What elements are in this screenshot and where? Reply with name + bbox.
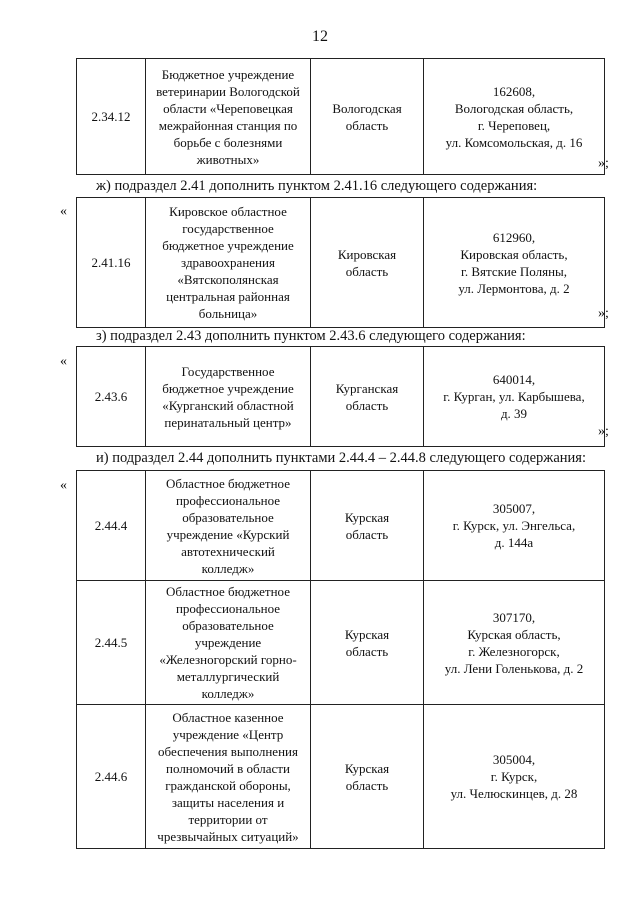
region: Курская область bbox=[344, 626, 390, 659]
item-number-cell bbox=[77, 59, 146, 175]
organization-name-cell bbox=[146, 347, 311, 447]
item-number: 2.44.5 bbox=[94, 635, 128, 650]
organization-name: Кировское областное государственное бюджетное учреждение здравоохранения «Вятскополянская центральная районная больница» bbox=[162, 204, 294, 321]
item-number: 2.43.6 bbox=[94, 389, 128, 404]
address-cell bbox=[424, 198, 605, 328]
table-block-2-44 bbox=[76, 470, 605, 849]
organization-name: Областное бюджетное профессиональное образовательное учреждение «Курский автотехнический колледж» bbox=[166, 475, 290, 576]
region: Курганская область bbox=[335, 380, 399, 413]
region: Курская область bbox=[344, 760, 390, 793]
address-cell bbox=[424, 471, 605, 581]
organization-name: Областное бюджетное профессиональное образовательное учреждение «Железногорский горно- металлургический колледж» bbox=[159, 584, 297, 701]
item-number-cell bbox=[77, 198, 146, 328]
item-number-cell bbox=[77, 347, 146, 447]
item-number: 2.44.6 bbox=[94, 769, 128, 784]
region-cell bbox=[311, 198, 424, 328]
address: 305007, г. Курск, ул. Энгельса, д. 144а bbox=[452, 501, 576, 550]
table-block-2-41 bbox=[76, 197, 605, 328]
region: Курская область bbox=[344, 509, 390, 542]
organization-name-cell bbox=[146, 198, 311, 328]
section-heading-2-41: ж) подраздел 2.41 дополнить пунктом 2.41.16 следующего содержания: bbox=[96, 178, 538, 194]
region: Кировская область bbox=[337, 246, 397, 279]
region-cell bbox=[311, 581, 424, 705]
opening-quote: « bbox=[60, 204, 67, 219]
address-cell bbox=[424, 705, 605, 849]
organization-name: Областное казенное учреждение «Центр обеспечения выполнения полномочий в области гражданской обороны, защиты населения и территории от чрезвычайных ситуаций» bbox=[157, 709, 299, 844]
address: 640014, г. Курган, ул. Карбышева, д. 39 bbox=[443, 372, 585, 421]
region-cell bbox=[311, 471, 424, 581]
table-row bbox=[77, 471, 605, 581]
table-block-2-34 bbox=[76, 58, 605, 175]
address: 305004, г. Курск, ул. Челюскинцев, д. 28 bbox=[450, 752, 578, 801]
item-number-cell bbox=[77, 471, 146, 581]
address: 162608, Вологодская область, г. Череповец, ул. Комсомольская, д. 16 bbox=[445, 83, 583, 150]
address-cell bbox=[424, 347, 605, 447]
closing-quote: »; bbox=[598, 156, 609, 171]
opening-quote: « bbox=[60, 354, 67, 369]
region: Вологодская область bbox=[332, 100, 402, 133]
table-row bbox=[77, 705, 605, 849]
address: 307170, Курская область, г. Железногорск, ул. Лени Голенькова, д. 2 bbox=[444, 609, 584, 676]
table-row bbox=[77, 59, 605, 175]
opening-quote: « bbox=[60, 478, 67, 493]
address-cell bbox=[424, 59, 605, 175]
closing-quote: »; bbox=[598, 424, 609, 439]
address-cell bbox=[424, 581, 605, 705]
organization-name: Государственное бюджетное учреждение «Курганский областной перинатальный центр» bbox=[162, 363, 294, 430]
page-number: 12 bbox=[312, 28, 328, 45]
item-number: 2.41.16 bbox=[91, 255, 131, 270]
organization-name-cell bbox=[146, 705, 311, 849]
address: 612960, Кировская область, г. Вятские Поляны, ул. Лермонтова, д. 2 bbox=[458, 229, 570, 296]
region-cell bbox=[311, 347, 424, 447]
section-heading-2-44: и) подраздел 2.44 дополнить пунктами 2.44.4 – 2.44.8 следующего содержания: bbox=[96, 450, 586, 466]
table-row bbox=[77, 581, 605, 705]
region-cell bbox=[311, 705, 424, 849]
organization-name-cell bbox=[146, 581, 311, 705]
closing-quote: »; bbox=[598, 306, 609, 321]
item-number: 2.34.12 bbox=[91, 109, 131, 124]
section-heading-2-43: з) подраздел 2.43 дополнить пунктом 2.43.6 следующего содержания: bbox=[96, 328, 526, 344]
item-number: 2.44.4 bbox=[94, 518, 128, 533]
region-cell bbox=[311, 59, 424, 175]
organization-name: Бюджетное учреждение ветеринарии Вологодской области «Череповецкая межрайонная станция по борьбе с болезнями животных» bbox=[156, 66, 300, 167]
organization-name-cell bbox=[146, 59, 311, 175]
table-row bbox=[77, 347, 605, 447]
organization-name-cell bbox=[146, 471, 311, 581]
item-number-cell bbox=[77, 581, 146, 705]
table-block-2-43 bbox=[76, 346, 605, 447]
item-number-cell bbox=[77, 705, 146, 849]
table-row bbox=[77, 198, 605, 328]
